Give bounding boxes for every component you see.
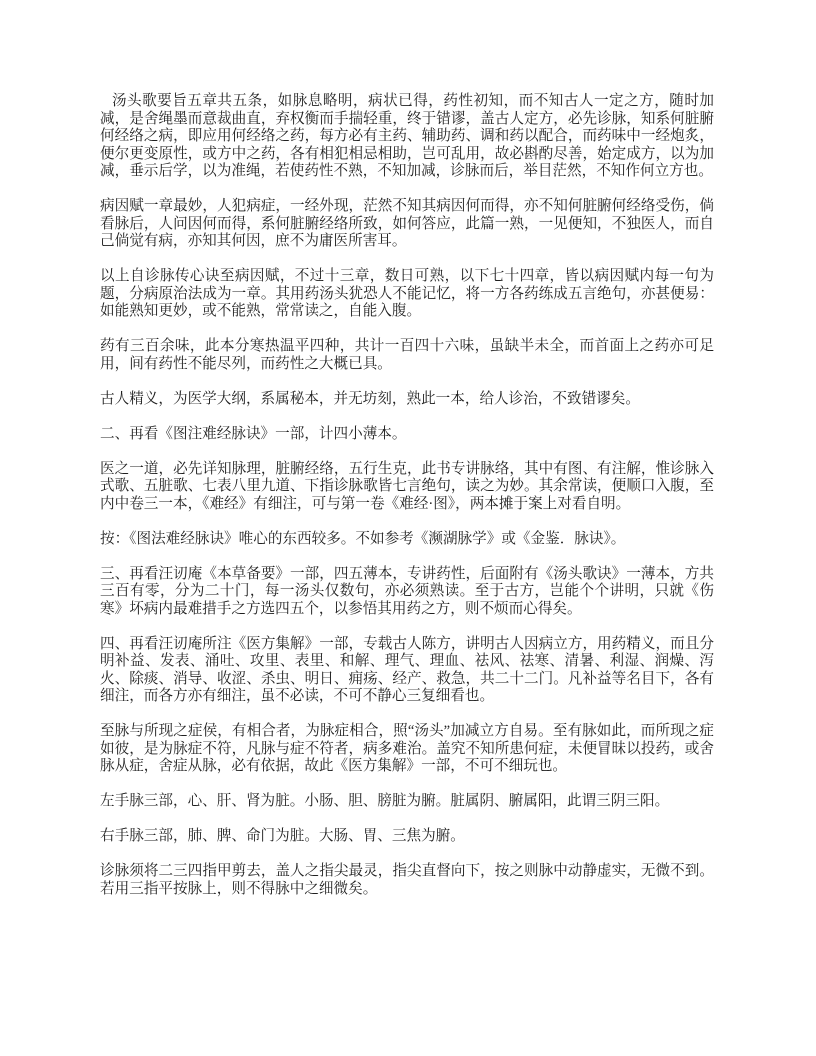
paragraph-ancient-essence: 古人精义，为医学大纲，系属秘本，并无坊刻，熟此一本，给人诊治，不致错谬矣。 [100,390,640,407]
paragraph-right-hand-pulse: 右手脉三部，肺、脾、命门为脏。大肠、胃、三焦为腑。 [100,828,465,844]
paragraph-left-hand-pulse: 左手脉三部，心、肝、肾为脏。小肠、胆、膀脏为腑。脏属阴、腑属阳，此谓三阴三阳。 [100,793,670,809]
paragraph-bingyinfu: 病因赋一章最妙，人犯病症，一经外现，茫然不知其病因何而得，亦不知何脏腑何经络受伤，倘看脉后，人问因何而得，系何脏腑经络所致，如何答应，此篇一熟，一见便知，不独医人，而自己倘觉有病，亦知其何因，庶不为庸医所害耳。 [100,198,714,249]
paragraph-item-three-bencao: 三、再看汪讱庵《本草备要》一部，四五薄本，专讲药性，后面附有《汤头歌诀》一薄本，方共三百有零，分为二十门，每一汤头仅数句，亦必须熟读。至于古方，岂能个个讲明，只就《伤寒》坏病内最难措手之方选四五个，以参悟其用药之方，则不烦而心得矣。 [100,565,714,617]
paragraph-thirteen-chapters: 以上自诊脉传心诀至病因赋，不过十三章，数日可熟，以下七十四章，皆以病因赋内每一句为题，分病原治法成为一章。其用药汤头犹恐人不能记忆，将一方各药练成五言绝句，亦甚便易：如能熟知更妙，或不能熟，常常读之，自能入腹。 [100,268,714,319]
paragraph-item-four-yifangjijie: 四、再看汪讱庵所注《医方集解》一部，专载古人陈方，讲明古人因病立方，用药精义，而且分明补益、发表、涌吐、攻里、表里、和解、理气、理血、祛风、祛寒、清暑、利湿、润燥、泻火、除痰、消导、收涩、杀虫、明日、痈疡、经产、救急，共二十二门。凡补益等名目下，各有细注，而各方亦有细注，虽不必读，不可不静心三复细看也。 [100,635,714,704]
paragraph-item-two-heading: 二、再看《图注难经脉诀》一部，计四小薄本。 [100,425,407,442]
paragraph-fingernail-advice: 诊脉须将二三四指甲剪去，盖人之指尖最灵，指尖直督向下，按之则脉中动静虚实，无微不到。若用三指平按脉上，则不得脉中之细微矣。 [100,863,714,897]
paragraph-tangtou-gist: 汤头歌要旨五章共五条，如脉息略明，病状已得，药性初知，而不知古人一定之方，随时加减，是舍绳墨而意裁曲直，弃权衡而手揣轻重，终于错谬，盖古人定方，必先诊脉，知系何脏腑何经络之病，即应用何经络之药，每方必有主药、辅助药、调和药以配合，而药味中一经炮炙，便尔更变原性，或方中之药，各有相犯相忌相助，岂可乱用，故必斟酌尽善，始定成方，以为加减，垂示后学，以为准绳，若使药性不熟，不知加减，诊脉而后，举目茫然，不知作何立方也。 [100,93,714,179]
paragraph-pulse-theory: 医之一道，必先详知脉理，脏腑经络，五行生克，此书专讲脉络，其中有图、有注解，惟诊脉入式歌、五脏歌、七表八里九道、下指诊脉歌皆七言绝句，读之为妙。其余常读，便顺口入腹，至内中卷三一本，《难经》有细注，可与第一卷《难经·图》，两本摊于案上对看自明。 [100,460,714,512]
paragraph-note-reference: 按：《图法难经脉诀》唯心的东西较多。不如参考《濒湖脉学》或《金鉴．脉诀》。 [100,530,626,547]
paragraph-herbs-count: 药有三百余味，此本分寒热温平四种，共计一百四十六味，虽缺半未全，而首面上之药亦可足用，间有药性不能尽列，而药性之大概已具。 [100,338,714,372]
paragraph-pulse-symptom-match: 至脉与所现之症侯，有相合者，为脉症相合，照“汤头”加减立方自易。至有脉如此，而所现之症如彼，是为脉症不符，凡脉与症不符者，病多难治。盖究不知所患何症，未便冒昧以投药，或舍脉从症，舍症从脉，必有依据，故此《医方集解》一部，不可不细玩也。 [100,723,714,774]
